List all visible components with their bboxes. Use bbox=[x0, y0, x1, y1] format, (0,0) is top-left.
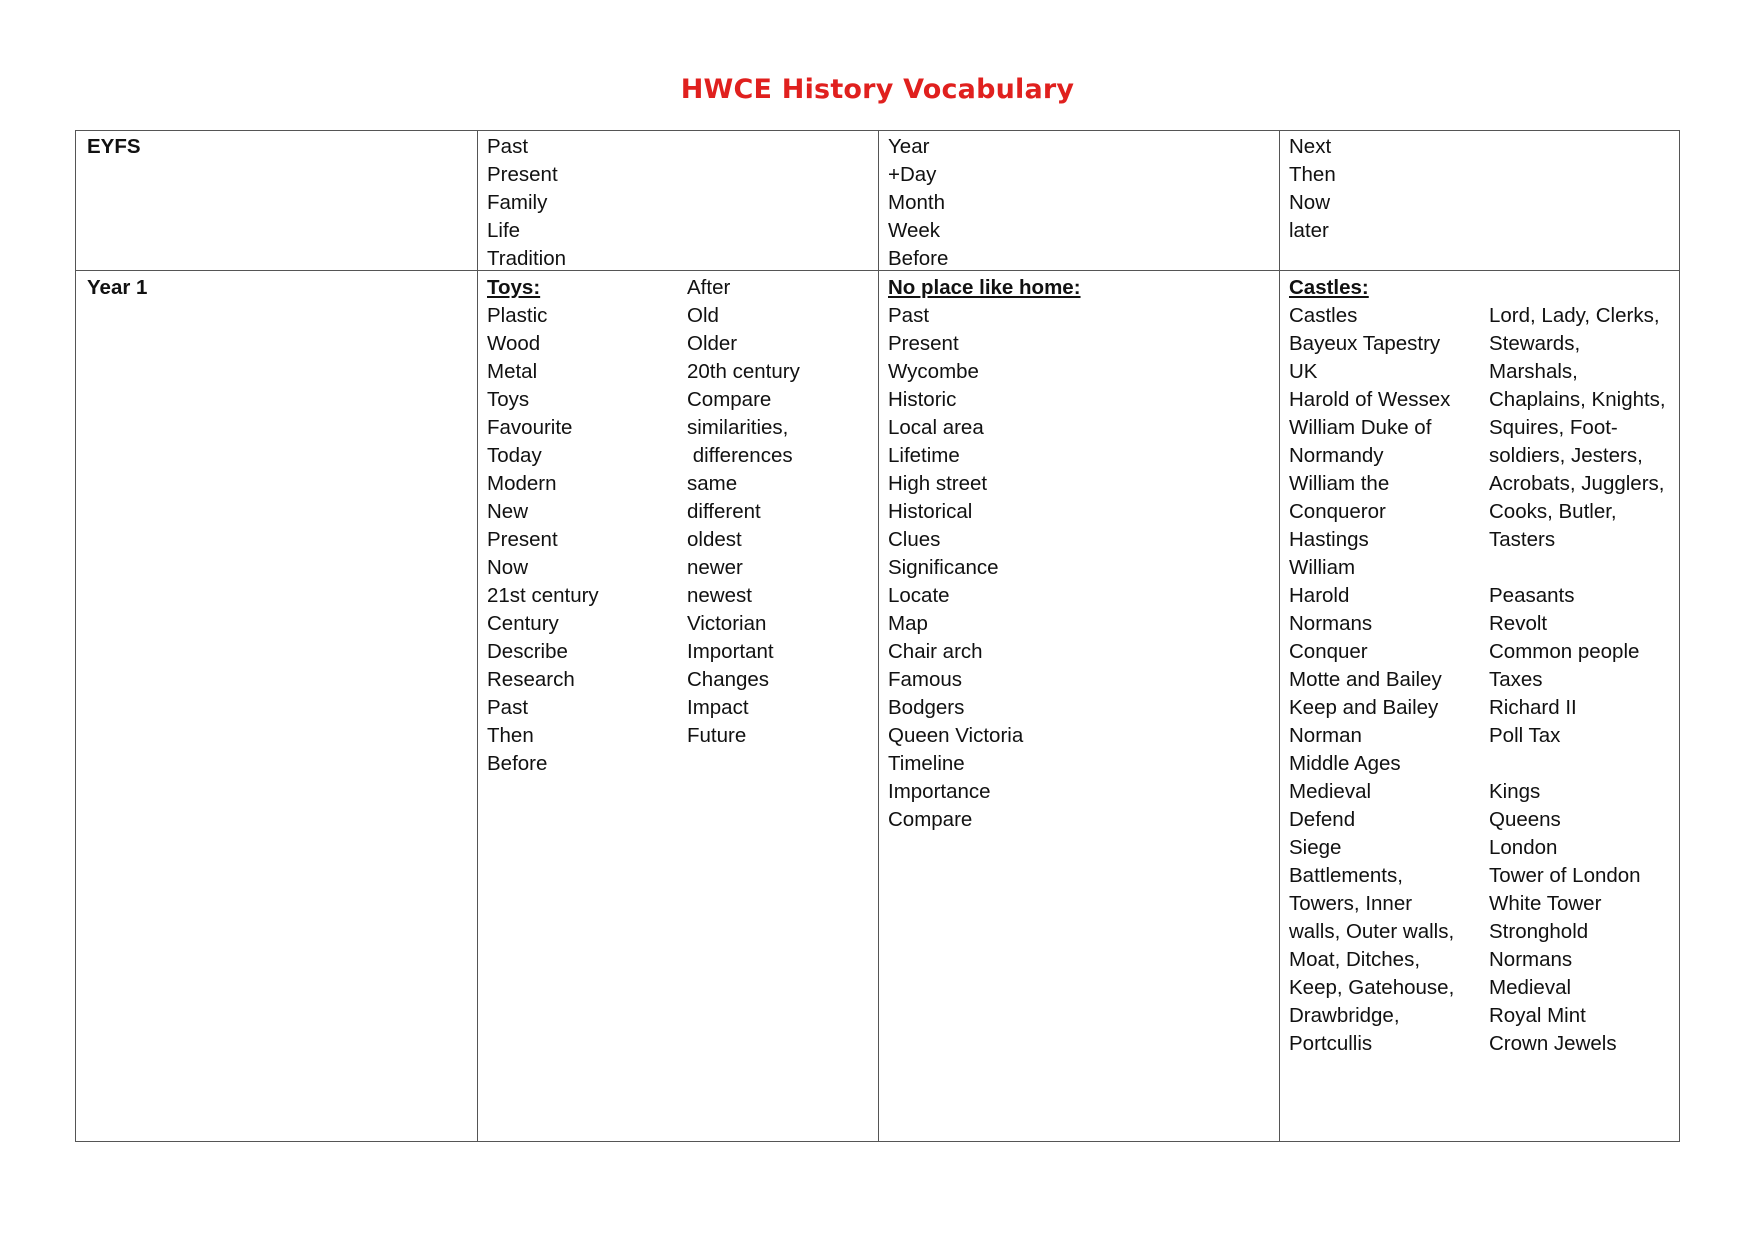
vocab-word: Compare bbox=[888, 808, 973, 831]
column-divider bbox=[878, 131, 879, 1141]
vocab-word: Richard II bbox=[1489, 696, 1577, 719]
vocab-word: Significance bbox=[888, 556, 999, 579]
vocab-word: different bbox=[687, 500, 761, 523]
toys-right-list bbox=[687, 274, 800, 750]
home-heading: No place like home: bbox=[888, 276, 1081, 299]
vocab-word: Next bbox=[1289, 135, 1332, 158]
vocab-word: soldiers, Jesters, bbox=[1489, 444, 1643, 467]
vocab-word: Peasants bbox=[1489, 584, 1575, 607]
vocab-word: Keep and Bailey bbox=[1289, 696, 1439, 719]
vocab-word: Changes bbox=[687, 668, 770, 691]
vocab-word: Stewards, bbox=[1489, 332, 1581, 355]
vocab-word: same bbox=[687, 472, 738, 495]
vocab-word: Wycombe bbox=[888, 360, 979, 383]
vocab-word: Normans bbox=[1289, 612, 1373, 635]
vocab-word: walls, Outer walls, bbox=[1289, 920, 1455, 943]
vocab-word: Wood bbox=[487, 332, 541, 355]
vocab-word: Metal bbox=[487, 360, 538, 383]
vocab-word: Life bbox=[487, 219, 521, 242]
vocab-word: Clues bbox=[888, 528, 941, 551]
vocab-word: Lord, Lady, Clerks, bbox=[1489, 304, 1660, 327]
vocab-word: Before bbox=[487, 752, 548, 775]
vocab-word: Defend bbox=[1289, 808, 1356, 831]
vocab-word: Historical bbox=[888, 500, 973, 523]
vocab-word: Past bbox=[487, 135, 529, 158]
vocab-word: Locate bbox=[888, 584, 950, 607]
castles-people-list bbox=[1489, 302, 1666, 554]
vocab-word: Tradition bbox=[487, 247, 566, 270]
vocab-word: Compare bbox=[687, 388, 772, 411]
vocab-word: Timeline bbox=[888, 752, 965, 775]
vocab-word: William Duke of bbox=[1289, 416, 1432, 439]
column-divider bbox=[477, 131, 478, 1141]
vocab-word: Tasters bbox=[1489, 528, 1556, 551]
page-title: HWCE History Vocabulary bbox=[680, 74, 1075, 105]
vocab-word: Old bbox=[687, 304, 719, 327]
vocab-word: 20th century bbox=[687, 360, 800, 383]
vocab-word: Royal Mint bbox=[1489, 1004, 1586, 1027]
vocab-word: Marshals, bbox=[1489, 360, 1578, 383]
vocab-word: Now bbox=[1289, 191, 1331, 214]
vocab-word: Year bbox=[888, 135, 930, 158]
vocab-word: Century bbox=[487, 612, 559, 635]
vocab-word: Then bbox=[1289, 163, 1336, 186]
vocab-word: Local area bbox=[888, 416, 984, 439]
row-label-year-1: Year 1 bbox=[87, 276, 148, 299]
vocab-word: Stronghold bbox=[1489, 920, 1589, 943]
vocab-word: Present bbox=[487, 163, 558, 186]
vocab-word: Toys bbox=[487, 388, 530, 411]
vocab-word: UK bbox=[1289, 360, 1318, 383]
vocab-word: Describe bbox=[487, 640, 568, 663]
vocab-word: Week bbox=[888, 219, 941, 242]
vocab-word: newest bbox=[687, 584, 752, 607]
vocab-word: Today bbox=[487, 444, 542, 467]
vocab-word: Queens bbox=[1489, 808, 1561, 831]
vocab-word: Medieval bbox=[1489, 976, 1572, 999]
vocabulary-table bbox=[75, 130, 1680, 1142]
vocab-word: After bbox=[687, 276, 731, 299]
vocab-word: Past bbox=[888, 304, 930, 327]
vocab-word: Tower of London bbox=[1489, 864, 1641, 887]
toys-section bbox=[487, 274, 599, 778]
vocab-word: Middle Ages bbox=[1289, 752, 1401, 775]
castles-right-column bbox=[1489, 274, 1666, 1058]
vocab-word: Common people bbox=[1489, 640, 1640, 663]
vocab-word: Modern bbox=[487, 472, 557, 495]
vocab-word: Normans bbox=[1489, 948, 1573, 971]
vocab-word: William the bbox=[1289, 472, 1390, 495]
vocab-word: differences bbox=[687, 444, 793, 467]
vocab-word: Important bbox=[687, 640, 774, 663]
vocab-word: Conqueror bbox=[1289, 500, 1386, 523]
vocab-word: later bbox=[1289, 219, 1329, 242]
vocab-word: Conquer bbox=[1289, 640, 1368, 663]
vocab-word: William bbox=[1289, 556, 1356, 579]
vocab-word: White Tower bbox=[1489, 892, 1602, 915]
vocab-word: Historic bbox=[888, 388, 957, 411]
vocab-word: Normandy bbox=[1289, 444, 1384, 467]
vocab-word: Before bbox=[888, 247, 949, 270]
vocab-word: Older bbox=[687, 332, 738, 355]
vocab-word: Siege bbox=[1289, 836, 1342, 859]
row-label-eyfs: EYFS bbox=[87, 135, 141, 158]
castles-revolt-list bbox=[1489, 582, 1666, 750]
vocab-word: Family bbox=[487, 191, 548, 214]
vocab-word: Portcullis bbox=[1289, 1032, 1373, 1055]
vocab-word: Chair arch bbox=[888, 640, 983, 663]
vocab-word: +Day bbox=[888, 163, 937, 186]
vocab-word: Queen Victoria bbox=[888, 724, 1024, 747]
vocab-word: Plastic bbox=[487, 304, 548, 327]
vocab-word: Keep, Gatehouse, bbox=[1289, 976, 1455, 999]
vocab-word: Castles bbox=[1289, 304, 1358, 327]
vocab-word: New bbox=[487, 500, 529, 523]
castles-left-list bbox=[1289, 302, 1454, 1058]
vocab-word: Research bbox=[487, 668, 575, 691]
vocab-word: newer bbox=[687, 556, 743, 579]
vocab-word: Map bbox=[888, 612, 928, 635]
vocab-word: Moat, Ditches, bbox=[1289, 948, 1421, 971]
toys-heading: Toys: bbox=[487, 276, 541, 299]
vocab-word: Now bbox=[487, 556, 529, 579]
vocab-word: Present bbox=[888, 332, 959, 355]
vocab-word: Importance bbox=[888, 780, 991, 803]
vocab-word: Acrobats, Jugglers, bbox=[1489, 472, 1665, 495]
vocab-word: Favourite bbox=[487, 416, 573, 439]
vocab-word: 21st century bbox=[487, 584, 599, 607]
vocab-word: Crown Jewels bbox=[1489, 1032, 1617, 1055]
vocab-word: Taxes bbox=[1489, 668, 1543, 691]
eyfs-column-2 bbox=[888, 133, 948, 273]
vocab-word: Famous bbox=[888, 668, 963, 691]
column-divider bbox=[1279, 131, 1280, 1141]
vocab-word: Bayeux Tapestry bbox=[1289, 332, 1441, 355]
vocab-word: Towers, Inner bbox=[1289, 892, 1413, 915]
vocab-word: Bodgers bbox=[888, 696, 965, 719]
vocab-word: oldest bbox=[687, 528, 742, 551]
toys-left-list bbox=[487, 302, 599, 778]
vocab-word: Kings bbox=[1489, 780, 1541, 803]
vocab-word: Month bbox=[888, 191, 945, 214]
vocab-word: Squires, Foot- bbox=[1489, 416, 1618, 439]
castles-london-list bbox=[1489, 778, 1666, 1058]
vocab-word: Hastings bbox=[1289, 528, 1369, 551]
vocab-word: Poll Tax bbox=[1489, 724, 1561, 747]
vocab-word: Medieval bbox=[1289, 780, 1372, 803]
vocab-word: Drawbridge, bbox=[1289, 1004, 1400, 1027]
castles-heading: Castles: bbox=[1289, 276, 1369, 299]
vocab-word: similarities, bbox=[687, 416, 789, 439]
vocab-word: Then bbox=[487, 724, 534, 747]
home-list bbox=[888, 302, 1081, 834]
home-section bbox=[888, 274, 1081, 834]
vocab-word: Harold bbox=[1289, 584, 1350, 607]
castles-section bbox=[1289, 274, 1454, 1058]
vocab-word: Harold of Wessex bbox=[1289, 388, 1451, 411]
vocab-word: Present bbox=[487, 528, 558, 551]
vocab-word: Norman bbox=[1289, 724, 1362, 747]
eyfs-column-1 bbox=[487, 133, 566, 273]
vocab-word: Chaplains, Knights, bbox=[1489, 388, 1666, 411]
vocab-word: Past bbox=[487, 696, 529, 719]
vocab-word: Cooks, Butler, bbox=[1489, 500, 1617, 523]
eyfs-column-3 bbox=[1289, 133, 1336, 245]
vocab-word: Impact bbox=[687, 696, 749, 719]
vocab-word: Battlements, bbox=[1289, 864, 1403, 887]
vocab-word: Victorian bbox=[687, 612, 767, 635]
vocab-word: London bbox=[1489, 836, 1558, 859]
vocab-word: Lifetime bbox=[888, 444, 960, 467]
vocab-word: High street bbox=[888, 472, 988, 495]
vocab-word: Motte and Bailey bbox=[1289, 668, 1442, 691]
vocab-word: Future bbox=[687, 724, 747, 747]
vocab-word: Revolt bbox=[1489, 612, 1548, 635]
